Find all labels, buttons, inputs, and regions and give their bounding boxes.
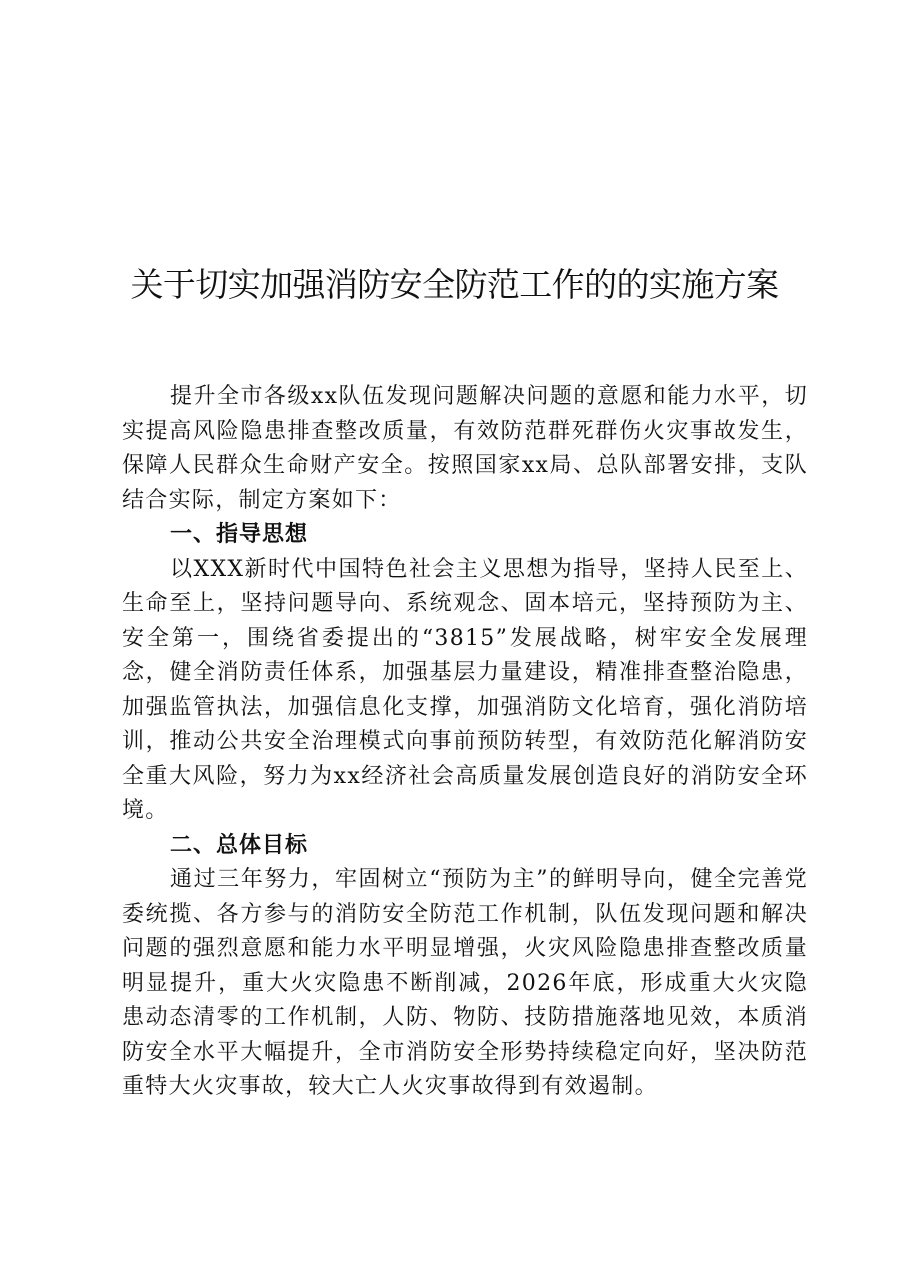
section-paragraph-guiding-ideology: 以XXX新时代中国特色社会主义思想为指导，坚持人民至上、生命至上，坚持问题导向、系统观念、固本培元，坚持预防为主、安全第一，围绕省委提出的“3815”发展战略，树牢安全发展理念，健全消防责任体系，加强基层力量建设，精准排查整治隐患，加强监管执法，加强信息化支撑，加强消防文化培育，强化消防培训，推动公共安全治理模式向事前预防转型，有效防范化解消防安全重大风险，努力为xx经济社会高质量发展创造良好的消防安全环境。 bbox=[122, 556, 808, 823]
document-body bbox=[122, 380, 808, 1105]
intro-paragraph: 提升全市各级xx队伍发现问题解决问题的意愿和能力水平，切实提高风险隐患排查整改质量，有效防范群死群伤火灾事故发生，保障人民群众生命财产安全。按照国家xx局、总队部署安排，支队结合实际，制定方案如下： bbox=[122, 384, 808, 513]
section-paragraph-overall-goals: 通过三年努力，牢固树立“预防为主”的鲜明导向，健全完善党委统揽、各方参与的消防安全防范工作机制，队伍发现问题和解决问题的强烈意愿和能力水平明显增强，火灾风险隐患排查整改质量明显提升，重大火灾隐患不断削减，2026年底，形成重大火灾隐患动态清零的工作机制，人防、物防、技防措施落地见效，本质消防安全水平大幅提升，全市消防安全形势持续稳定向好，坚决防范重特大火灾事故，较大亡人火灾事故得到有效遏制。 bbox=[122, 867, 808, 1099]
document-title: 关于切实加强消防安全防范工作的的实施方案 bbox=[130, 265, 779, 304]
section-heading-guiding-ideology: 一、指导思想 bbox=[170, 522, 309, 547]
section-heading-overall-goals: 二、总体目标 bbox=[170, 832, 309, 858]
